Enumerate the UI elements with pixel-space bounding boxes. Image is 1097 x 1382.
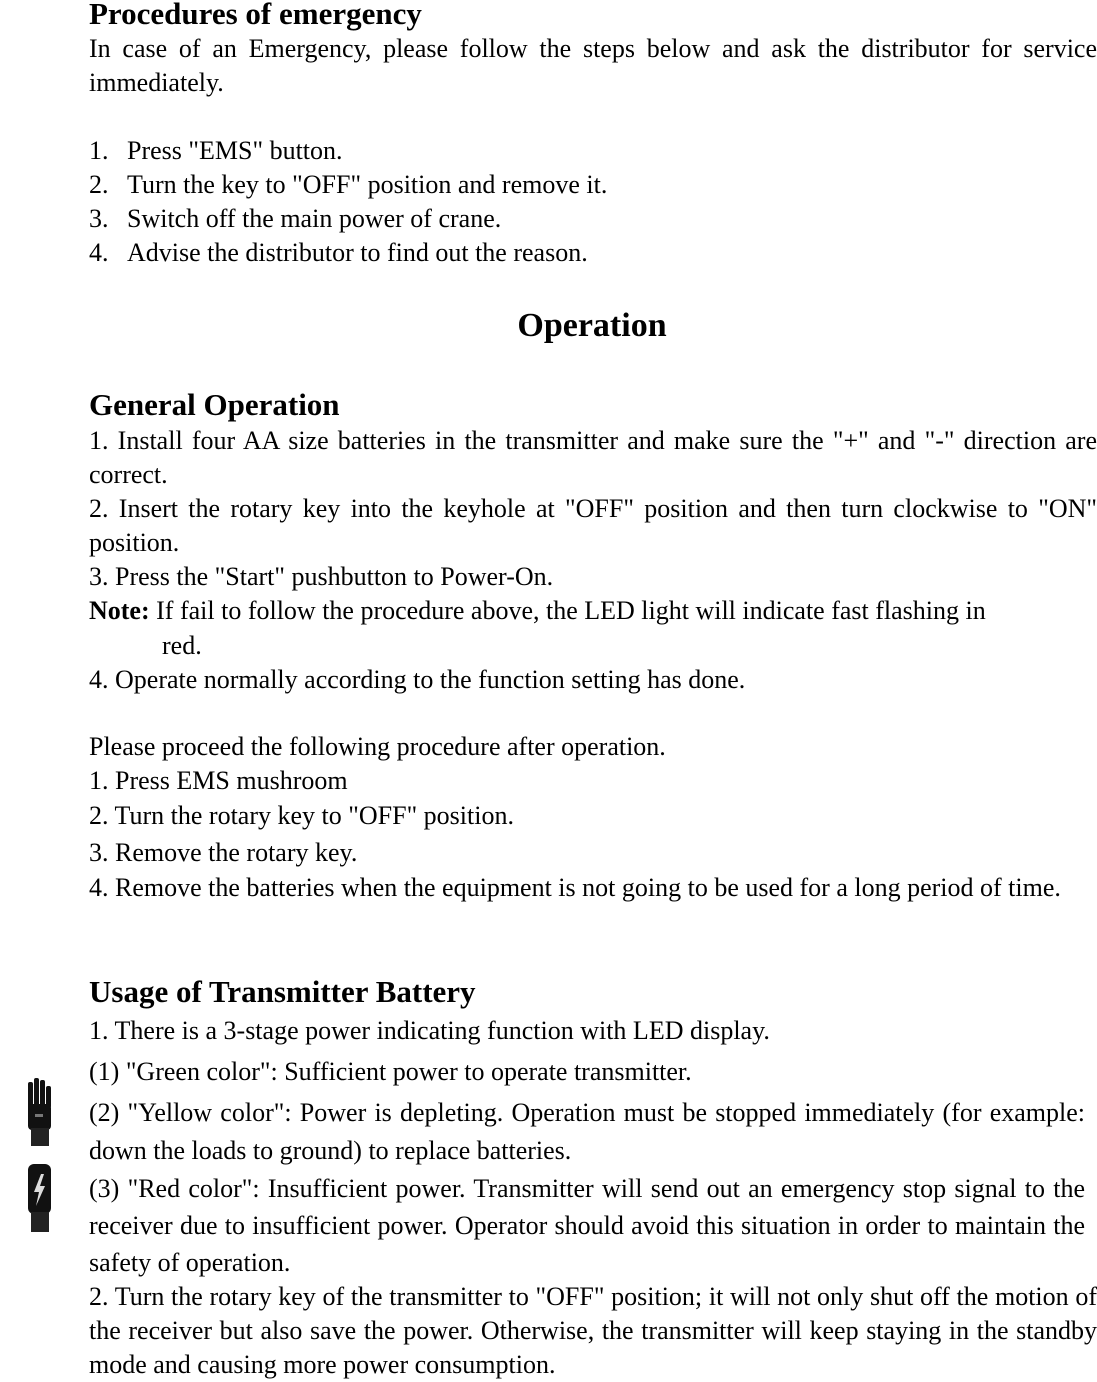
step-text: Turn the key to "OFF" position and remove it. xyxy=(127,170,608,199)
battery-heading: Usage of Transmitter Battery xyxy=(89,974,476,1009)
after-step-4: 4. Remove the batteries when the equipment is not going to be used for a long period of time. xyxy=(89,873,1061,902)
step-number: 1. xyxy=(89,136,109,165)
step-text: Press "EMS" button. xyxy=(127,136,343,165)
battery-step-1: 1. There is a 3-stage power indicating function with LED display. xyxy=(89,1016,770,1045)
emergency-step xyxy=(89,135,343,167)
general-step-1: 1. Install four AA size batteries in the transmitter and make sure the "+" and "-" direction are correct. xyxy=(89,426,1097,489)
general-step-3: 3. Press the "Start" pushbutton to Power-On. xyxy=(89,562,554,591)
after-step-2: 2. Turn the rotary key to "OFF" position. xyxy=(89,801,514,830)
step-number: 4. xyxy=(89,238,109,267)
red-color-item: (3) "Red color": Insufficient power. Transmitter will send out an emergency stop signal to the receiver due to insufficient power. Operator should avoid this situation in order to maintain the safety of operation. xyxy=(89,1174,1085,1277)
note-text: If fail to follow the procedure above, the LED light will indicate fast flashing in xyxy=(149,596,986,625)
after-step-3: 3. Remove the rotary key. xyxy=(89,838,358,867)
note-label: Note: xyxy=(89,596,150,625)
green-color-item: (1) "Green color": Sufficient power to operate transmitter. xyxy=(89,1057,692,1086)
general-step-4: 4. Operate normally according to the function setting has done. xyxy=(89,665,746,694)
yellow-color-item: (2) "Yellow color": Power is depleting. Operation must be stopped immediately (for example: down the loads to ground) to replace batteries. xyxy=(89,1098,1085,1165)
operation-title: Operation xyxy=(517,307,667,344)
hand-icon xyxy=(26,1074,52,1148)
note xyxy=(89,595,986,627)
general-step-2: 2. Insert the rotary key into the keyhole at "OFF" position and then turn clockwise to "ON" position. xyxy=(89,494,1097,557)
emergency-step xyxy=(89,203,501,235)
step-number: 2. xyxy=(89,170,109,199)
emergency-step xyxy=(89,237,588,269)
note-continuation: red. xyxy=(162,631,202,660)
hand-lightning-icon xyxy=(26,1160,52,1234)
step-number: 3. xyxy=(89,204,109,233)
general-operation-heading: General Operation xyxy=(89,387,340,422)
emergency-intro: In case of an Emergency, please follow the steps below and ask the distributor for service immediately. xyxy=(89,34,1097,97)
after-step-1: 1. Press EMS mushroom xyxy=(89,766,348,795)
after-operation-intro: Please proceed the following procedure after operation. xyxy=(89,732,666,761)
emergency-title: Procedures of emergency xyxy=(89,0,422,31)
battery-step-2: 2. Turn the rotary key of the transmitter to "OFF" position; it will not only shut off the motion of the receiver but also save the power. Otherwise, the transmitter will keep staying in the standby mode and causing more power consumption. xyxy=(89,1282,1097,1379)
step-text: Switch off the main power of crane. xyxy=(127,204,502,233)
emergency-step xyxy=(89,169,607,201)
step-text: Advise the distributor to find out the reason. xyxy=(127,238,588,267)
